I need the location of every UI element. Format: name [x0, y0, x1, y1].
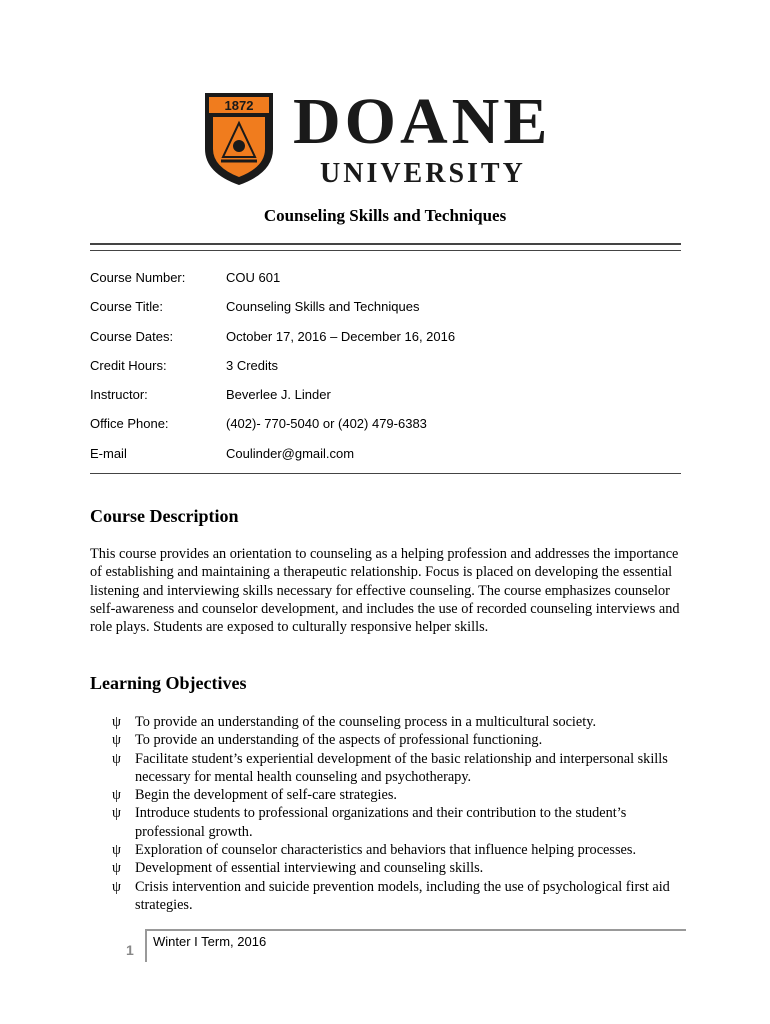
list-item: [90, 731, 684, 749]
objective-text: Facilitate student’s experiential development of the basic relationship and interpersonal skills necessary for mental health counseling and psychotherapy.: [135, 750, 668, 785]
logo-subwordmark: UNIVERSITY: [320, 158, 526, 189]
psi-bullet-icon: ψ: [112, 805, 121, 822]
list-item: [90, 750, 684, 787]
info-label: Office Phone:: [90, 416, 169, 432]
info-label: Course Dates:: [90, 328, 174, 344]
list-item: [90, 713, 684, 731]
info-row-office-phone: [90, 416, 681, 445]
info-label: Instructor:: [90, 387, 148, 403]
logo-year: 1872: [224, 98, 254, 113]
psi-bullet-icon: ψ: [112, 750, 121, 767]
info-value[interactable]: Coulinder@gmail.com: [226, 445, 355, 461]
objective-text: To provide an understanding of the aspects of professional functioning.: [135, 732, 543, 749]
doane-university-logo: [203, 85, 583, 191]
list-item: [90, 786, 684, 804]
course-description-heading: Course Description: [90, 506, 239, 526]
info-value: (402)- 770-5040 or (402) 479-6383: [226, 416, 427, 432]
info-row-credit-hours: [90, 358, 681, 387]
course-info-table: [90, 270, 681, 475]
page-number: 1: [126, 942, 134, 958]
list-item: [90, 859, 684, 877]
psi-bullet-icon: ψ: [112, 878, 121, 895]
learning-objectives-list: [90, 713, 684, 914]
psi-bullet-icon: ψ: [112, 787, 121, 804]
info-label: Course Title:: [90, 299, 163, 315]
info-value: 3 Credits: [226, 357, 279, 373]
list-item: [90, 841, 684, 859]
info-value: Counseling Skills and Techniques: [226, 299, 420, 315]
shield-icon: [203, 91, 275, 187]
info-row-email: [90, 446, 681, 475]
objective-text: Exploration of counselor characteristics and behaviors that influence helping processes.: [135, 842, 637, 859]
objective-text: Introduce students to professional organizations and their contribution to the student’s professional growth.: [135, 805, 627, 840]
info-value: COU 601: [226, 270, 281, 285]
objective-text: Begin the development of self-care strategies.: [135, 787, 398, 804]
psi-bullet-icon: ψ: [112, 860, 121, 877]
info-row-course-number: [90, 270, 681, 299]
info-value: October 17, 2016 – December 16, 2016: [226, 328, 456, 344]
info-value: Beverlee J. Linder: [226, 387, 331, 403]
psi-bullet-icon: ψ: [112, 714, 121, 730]
info-row-course-dates: [90, 329, 681, 358]
footer-divider: [145, 929, 686, 931]
info-row-course-title: [90, 299, 681, 328]
objective-text: Development of essential interviewing and counseling skills.: [135, 860, 484, 877]
info-divider: [90, 473, 681, 474]
psi-bullet-icon: ψ: [112, 732, 121, 749]
logo-wordmark: DOANE: [293, 85, 552, 158]
info-label: Credit Hours:: [90, 357, 167, 373]
list-item: [90, 878, 684, 915]
document-title: Counseling Skills and Techniques: [263, 206, 507, 225]
learning-objectives-heading: Learning Objectives: [90, 673, 247, 693]
course-description-text: This course provides an orientation to counseling as a helping profession and addresses the importance of establishing and maintaining a therapeutic relationship. Focus is placed on developing the essential listening and interviewing skills necessary for effective counseling. The course emphasizes counselor self-awareness and counselor development, and includes the use of recorded counseling interviews and role plays. Students are exposed to culturally responsive helper skills.: [90, 546, 680, 636]
psi-bullet-icon: ψ: [112, 842, 121, 859]
objective-text: To provide an understanding of the counseling process in a multicultural society.: [135, 714, 597, 730]
info-label: Course Number:: [90, 270, 186, 285]
info-label: E-mail: [90, 445, 127, 461]
list-item: [90, 804, 684, 841]
title-divider: [90, 243, 681, 251]
footer-vertical-divider: [145, 929, 147, 962]
info-row-instructor: [90, 387, 681, 416]
objective-text: Crisis intervention and suicide prevention models, including the use of psychological first aid strategies.: [135, 878, 670, 913]
footer-term: Winter I Term, 2016: [153, 934, 267, 949]
